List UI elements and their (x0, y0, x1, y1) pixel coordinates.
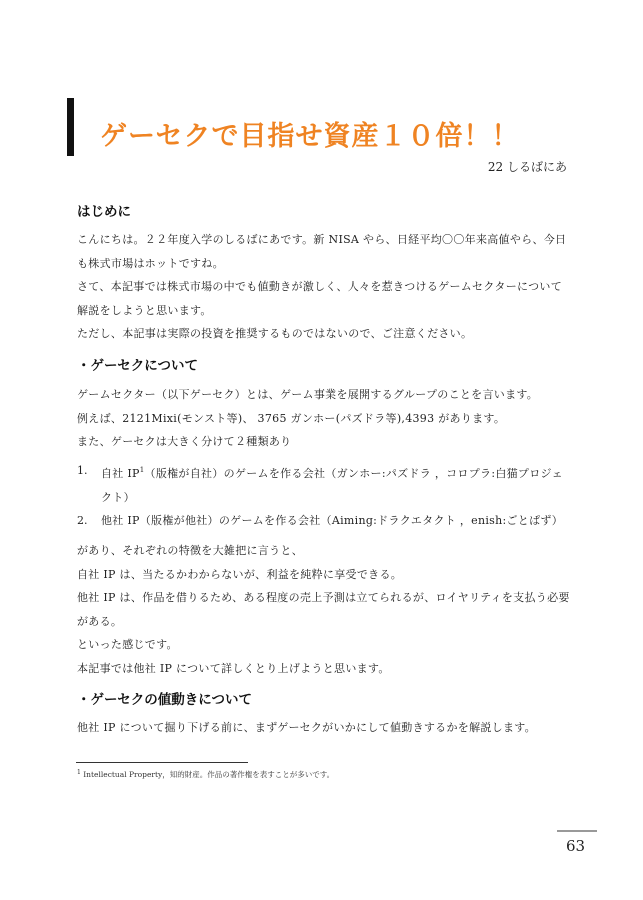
article-title: ゲーセクで目指せ資産１０倍！！ (100, 121, 520, 152)
section-heading-movement: ・ゲーセクの値動きについて (77, 692, 252, 708)
footnote-rule (76, 762, 248, 763)
page-number: 63 (566, 837, 586, 855)
author-name: 22 しるばにあ (487, 160, 567, 174)
list-item (77, 509, 577, 533)
intro-line: ただし、本記事は実際の投資を推奨するものではないので、ご注意ください。 (77, 327, 473, 340)
movement-line: 他社 IP について掘り下げる前に、まずゲーセクがいかにして値動きするかを解説します。 (77, 721, 536, 734)
list-item (77, 459, 577, 509)
movement-body (77, 716, 572, 740)
about-body (77, 383, 572, 454)
about-line: また、ゲーセクは大きく分けて２種類あり (77, 435, 292, 448)
about-line: がある。 (77, 614, 123, 628)
about-line: 自社 IP は、当たるかわからないが、利益を純粋に享受できる。 (77, 567, 403, 581)
list-item-text: （版権が自社）のゲームを作る会社（ガンホー:パズドラ ，コロプラ:白猫プロジェ (144, 467, 563, 480)
footnote-text: Intellectual Property，知的財産。作品の著作権を表すことが多いです。 (83, 770, 335, 779)
about-body-continued (77, 539, 572, 680)
title-accent-bar (67, 98, 74, 156)
list-item-text: 自社 IP (101, 467, 140, 480)
intro-line: も株式市場はホットですね。 (77, 256, 224, 270)
about-line: ゲームセクター（以下ゲーセク）とは、ゲーム事業を展開するグループのことを言います。 (77, 388, 539, 401)
footnote (77, 769, 334, 780)
about-line: があり、それぞれの特徴を大雑把に言うと、 (77, 544, 303, 557)
company-type-list (77, 459, 577, 533)
list-item-text: 他社 IP（版権が他社）のゲームを作る会社（Aiming:ドラクエタクト ，enish:ごとぱず） (101, 514, 564, 527)
about-line: 他社 IP は、作品を借りるため、ある程度の売上予測は立てられるが、ロイヤリティを支払う必要 (77, 591, 570, 604)
intro-line: 解説をしようと思います。 (77, 303, 212, 317)
about-line: といった感じです。 (77, 638, 178, 651)
footnote-mark: 1 (77, 769, 81, 776)
list-item-continuation: クト） (101, 490, 135, 504)
intro-line: さて、本記事では株式市場の中でも値動きが激しく、人々を惹きつけるゲームセクターについて (77, 280, 563, 293)
section-heading-about: ・ゲーセクについて (77, 358, 198, 374)
list-number: 2. (77, 514, 88, 527)
intro-line: こんにちは。２２年度入学のしるばにあです。新 NISA やら、日経平均〇〇年来高値やら、今日 (77, 233, 567, 246)
about-line: 例えば、2121Mixi(モンスト等)、 3765 ガンホー(パズドラ等),4393 があります。 (77, 411, 506, 425)
list-number: 1. (77, 464, 88, 477)
intro-body (77, 228, 572, 346)
page-number-rule (557, 830, 597, 832)
footnote-ref[interactable]: 1 (139, 466, 145, 474)
about-line: 本記事では他社 IP について詳しくとり上げようと思います。 (77, 661, 390, 675)
section-heading-intro: はじめに (77, 204, 131, 220)
